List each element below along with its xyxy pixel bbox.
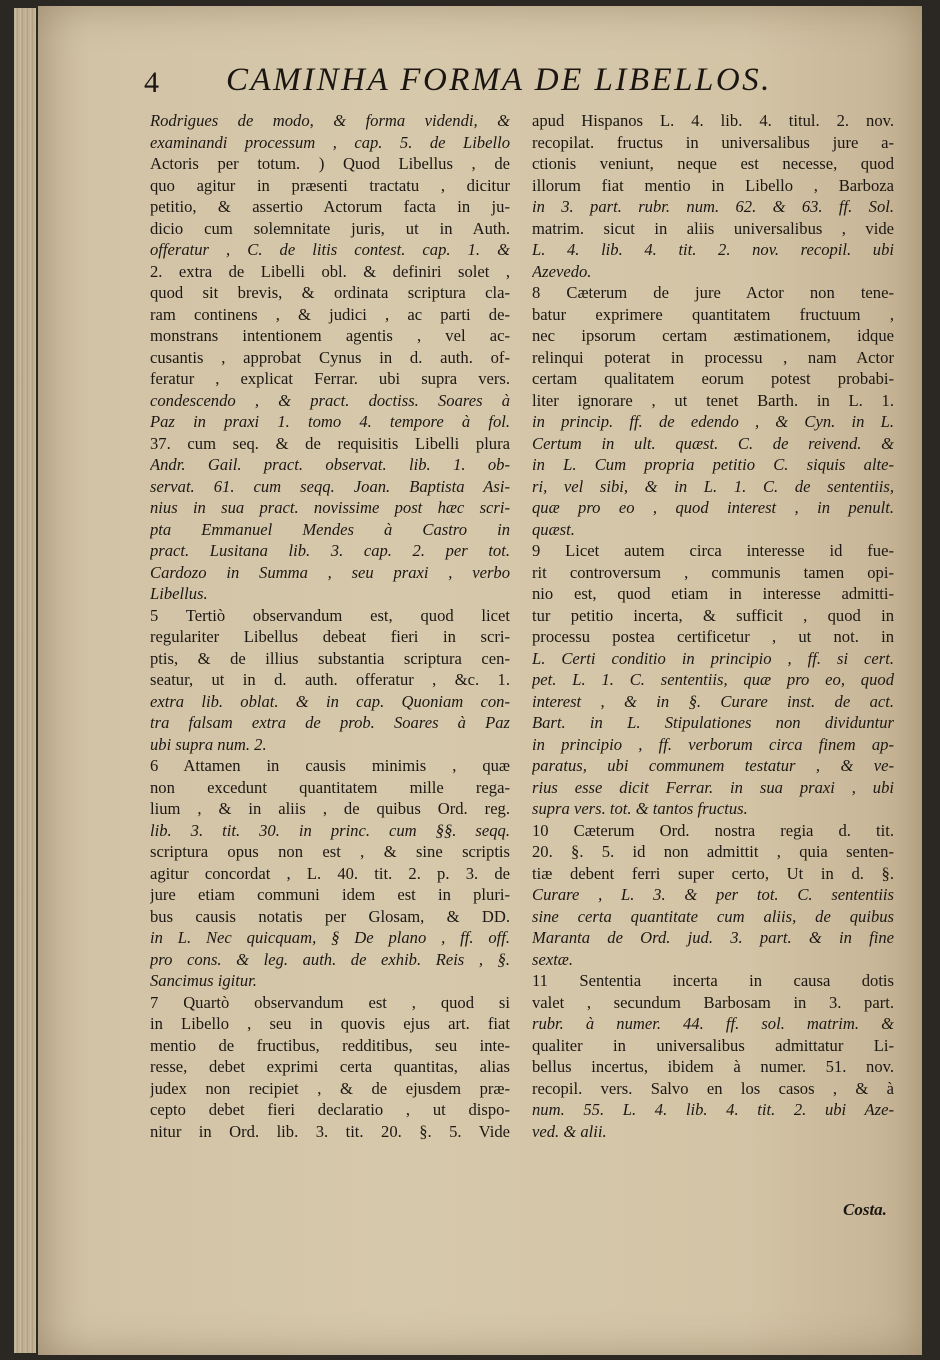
text-line: Certum in ult. quæst. C. de reivend. & bbox=[532, 433, 894, 453]
text-line: ctionis veniunt, neque est necesse, quod bbox=[532, 154, 894, 173]
text-line: 37. cum seq. & de requisitis Libelli plura bbox=[150, 433, 510, 453]
text-line: Actoris per totum. ) Quod Libellus , de bbox=[150, 154, 510, 173]
text-line: apud Hispanos L. 4. lib. 4. titul. 2. nov. bbox=[532, 111, 894, 130]
text-line: ubi supra num. 2. bbox=[150, 734, 267, 754]
text-line: Sancimus igitur. bbox=[150, 971, 257, 990]
text-line: recopilat. fructus in universalibus jure a- bbox=[532, 132, 894, 152]
text-line: petitio, & assertio Actorum facta in ju- bbox=[150, 197, 510, 216]
text-line: num. 55. L. 4. lib. 4. tit. 2. ubi Aze- bbox=[532, 1100, 894, 1119]
running-title: CAMINHA FORMA DE LIBELLOS. bbox=[226, 62, 772, 98]
text-line: L. Certi conditio in principio , ff. si cert. bbox=[532, 648, 894, 668]
text-line: nius in sua pract. novissime post hæc scri- bbox=[150, 498, 510, 517]
text-line: ptis, & de illius substantia scriptura cen- bbox=[150, 648, 510, 668]
text-line: quæst. bbox=[532, 519, 575, 539]
text-line: Andr. Gail. pract. observat. lib. 1. ob- bbox=[150, 455, 510, 474]
text-line: Curare , L. 3. & per tot. C. sententiis bbox=[532, 885, 894, 904]
text-line: pract. Lusitana lib. 3. cap. 2. per tot. bbox=[150, 541, 510, 560]
text-line: agitur concordat , L. 40. tit. 2. p. 3. de bbox=[150, 863, 510, 883]
text-line: ved. & alii. bbox=[532, 1121, 607, 1141]
text-line: 20. §. 5. id non admittit , quia senten- bbox=[532, 842, 894, 861]
text-line: interest , & in §. Curare inst. de act. bbox=[532, 691, 894, 711]
text-line: 5 Tertiò observandum est, quod licet bbox=[150, 605, 510, 625]
text-line: liter ignorare , ut tenet Barth. in L. 1. bbox=[532, 390, 894, 410]
text-line: servat. 61. cum seqq. Joan. Baptista Asi- bbox=[150, 476, 510, 496]
text-line: Bart. in L. Stipulationes non dividuntur bbox=[532, 713, 894, 732]
text-line: Paz in praxi 1. tomo 4. tempore à fol. bbox=[150, 412, 510, 431]
text-line: Maranta de Ord. jud. 3. part. & in fine bbox=[532, 928, 894, 947]
text-line: recopil. vers. Salvo en los casos , & à bbox=[532, 1078, 894, 1098]
page-number: 4 bbox=[144, 66, 159, 99]
text-line: 6 Attamen in causis minimis , quæ bbox=[150, 756, 510, 775]
text-line: dicio cum solemnitate juris, ut in Auth. bbox=[150, 218, 510, 238]
text-line: in L. Nec quicquam, § De plano , ff. off. bbox=[150, 928, 510, 947]
text-line: tra falsam extra de prob. Soares à Paz bbox=[150, 713, 510, 732]
text-line: bellus incertus, ibidem à numer. 51. nov. bbox=[532, 1057, 894, 1076]
text-line: jure etiam communi idem est in pluri- bbox=[150, 885, 510, 904]
text-line: pet. L. 1. C. sententiis, quæ pro eo, quod bbox=[532, 670, 894, 689]
text-line: resse, debet exprimi certa quantitas, alias bbox=[150, 1057, 510, 1076]
text-line: cusantis , approbat Cynus in d. auth. of- bbox=[150, 347, 510, 367]
text-line: 9 Licet autem circa interesse id fue- bbox=[532, 541, 894, 560]
text-line: in princip. ff. de edendo , & Cyn. in L. bbox=[532, 412, 894, 431]
text-line: tiæ debent ferri super certo, Ut in d. §. bbox=[532, 863, 894, 883]
text-line: batur exprimere quantitatem fructuum , bbox=[532, 304, 894, 324]
text-line: lib. 3. tit. 30. in princ. cum §§. seqq. bbox=[150, 820, 510, 840]
text-line: cepto debet fieri declaratio , ut dispo- bbox=[150, 1100, 510, 1119]
text-line: 8 Cæterum de jure Actor non tene- bbox=[532, 283, 894, 302]
text-line: offeratur , C. de litis contest. cap. 1. & bbox=[150, 240, 510, 259]
left-column bbox=[150, 110, 510, 1142]
text-line: quo agitur in præsenti tractatu , dicitur bbox=[150, 175, 510, 195]
text-line: relinqui poterat in processu , nam Actor bbox=[532, 347, 894, 367]
text-line: regulariter Libellus debeat fieri in scri- bbox=[150, 627, 510, 646]
text-line: L. 4. lib. 4. tit. 2. nov. recopil. ubi bbox=[532, 240, 894, 259]
text-line: non excedunt quantitatem mille rega- bbox=[150, 777, 510, 797]
text-line: mentio de fructibus, redditibus, seu inte- bbox=[150, 1035, 510, 1055]
text-line: sextæ. bbox=[532, 949, 574, 969]
text-line: examinandi processum , cap. 5. de Libello bbox=[150, 132, 510, 152]
text-line: in L. Cum propria petitio C. siquis alte- bbox=[532, 455, 894, 474]
text-line: feratur , explicat Ferrar. ubi supra vers. bbox=[150, 369, 510, 388]
text-line: extra lib. oblat. & in cap. Quoniam con- bbox=[150, 691, 510, 711]
text-line: 11 Sententia incerta in causa dotis bbox=[532, 971, 894, 990]
text-line: rubr. à numer. 44. ff. sol. matrim. & bbox=[532, 1014, 894, 1033]
text-line: Rodrigues de modo, & forma videndi, & bbox=[150, 111, 510, 130]
text-line: pta Emmanuel Mendes à Castro in bbox=[150, 519, 510, 539]
text-line: Azevedo. bbox=[532, 261, 592, 281]
text-line: monstrans intentionem agentis , vel ac- bbox=[150, 326, 510, 345]
text-line: in Libello , seu in quovis ejus art. fiat bbox=[150, 1014, 510, 1033]
text-line: supra vers. tot. & tantos fructus. bbox=[532, 799, 748, 818]
text-line: quæ pro eo , quod interest , in penult. bbox=[532, 498, 894, 517]
text-line: in principio , ff. verborum circa finem ap- bbox=[532, 734, 894, 754]
text-line: Cardozo in Summa , seu praxi , verbo bbox=[150, 562, 510, 582]
text-line: nio est, quod etiam in interesse admitti- bbox=[532, 584, 894, 603]
right-column bbox=[532, 110, 894, 1142]
text-line: valet , secundum Barbosam in 3. part. bbox=[532, 992, 894, 1012]
text-line: 2. extra de Libelli obl. & definiri solet , bbox=[150, 261, 510, 281]
text-line: nitur in Ord. lib. 3. tit. 20. §. 5. Vide bbox=[150, 1121, 510, 1141]
text-line: in 3. part. rubr. num. 62. & 63. ff. Sol. bbox=[532, 197, 894, 216]
text-line: qualiter in universalibus admittatur Li- bbox=[532, 1035, 894, 1055]
text-line: matrim. sicut in aliis universalibus , vide bbox=[532, 218, 894, 238]
text-line: 7 Quartò observandum est , quod si bbox=[150, 992, 510, 1012]
catchword: Costa. bbox=[843, 1200, 887, 1219]
text-line: tur petitio incerta, & sufficit , quod in bbox=[532, 605, 894, 625]
text-line: Libellus. bbox=[150, 584, 208, 603]
text-line: judex non recipiet , & de ejusdem præ- bbox=[150, 1078, 510, 1098]
text-line: ram continens , & judici , ac parti de- bbox=[150, 304, 510, 324]
text-line: sine certa quantitate cum aliis, de quibus bbox=[532, 906, 894, 926]
text-line: processu postea certificetur , ut not. in bbox=[532, 627, 894, 646]
text-line: rius esse dicit Ferrar. in sua praxi , ubi bbox=[532, 777, 894, 797]
text-line: 10 Cæterum Ord. nostra regia d. tit. bbox=[532, 820, 894, 840]
text-line: bus causis notatis per Glosam, & DD. bbox=[150, 906, 510, 926]
text-line: lium , & in aliis , de quibus Ord. reg. bbox=[150, 799, 510, 818]
text-line: illorum fiat mentio in Libello , Barboza bbox=[532, 175, 894, 195]
page-stack-edge bbox=[14, 8, 36, 1353]
text-line: rit controversum , communis tamen opi- bbox=[532, 562, 894, 582]
text-line: scriptura opus non est , & sine scriptis bbox=[150, 842, 510, 861]
text-line: certam qualitatem eorum potest probabi- bbox=[532, 369, 894, 388]
text-line: quod sit brevis, & ordinata scriptura cla- bbox=[150, 283, 510, 302]
text-line: ri, vel sibi, & in L. 1. C. de sententiis, bbox=[532, 476, 894, 496]
text-line: condescendo , & pract. doctiss. Soares à bbox=[150, 390, 510, 410]
text-line: nec ipsorum certam æstimationem, idque bbox=[532, 326, 894, 345]
text-line: seatur, ut in d. auth. offeratur , &c. 1. bbox=[150, 670, 510, 689]
text-line: paratus, ubi communem testatur , & ve- bbox=[532, 756, 894, 775]
text-line: pro cons. & leg. auth. de exhib. Reis , §. bbox=[150, 949, 510, 969]
